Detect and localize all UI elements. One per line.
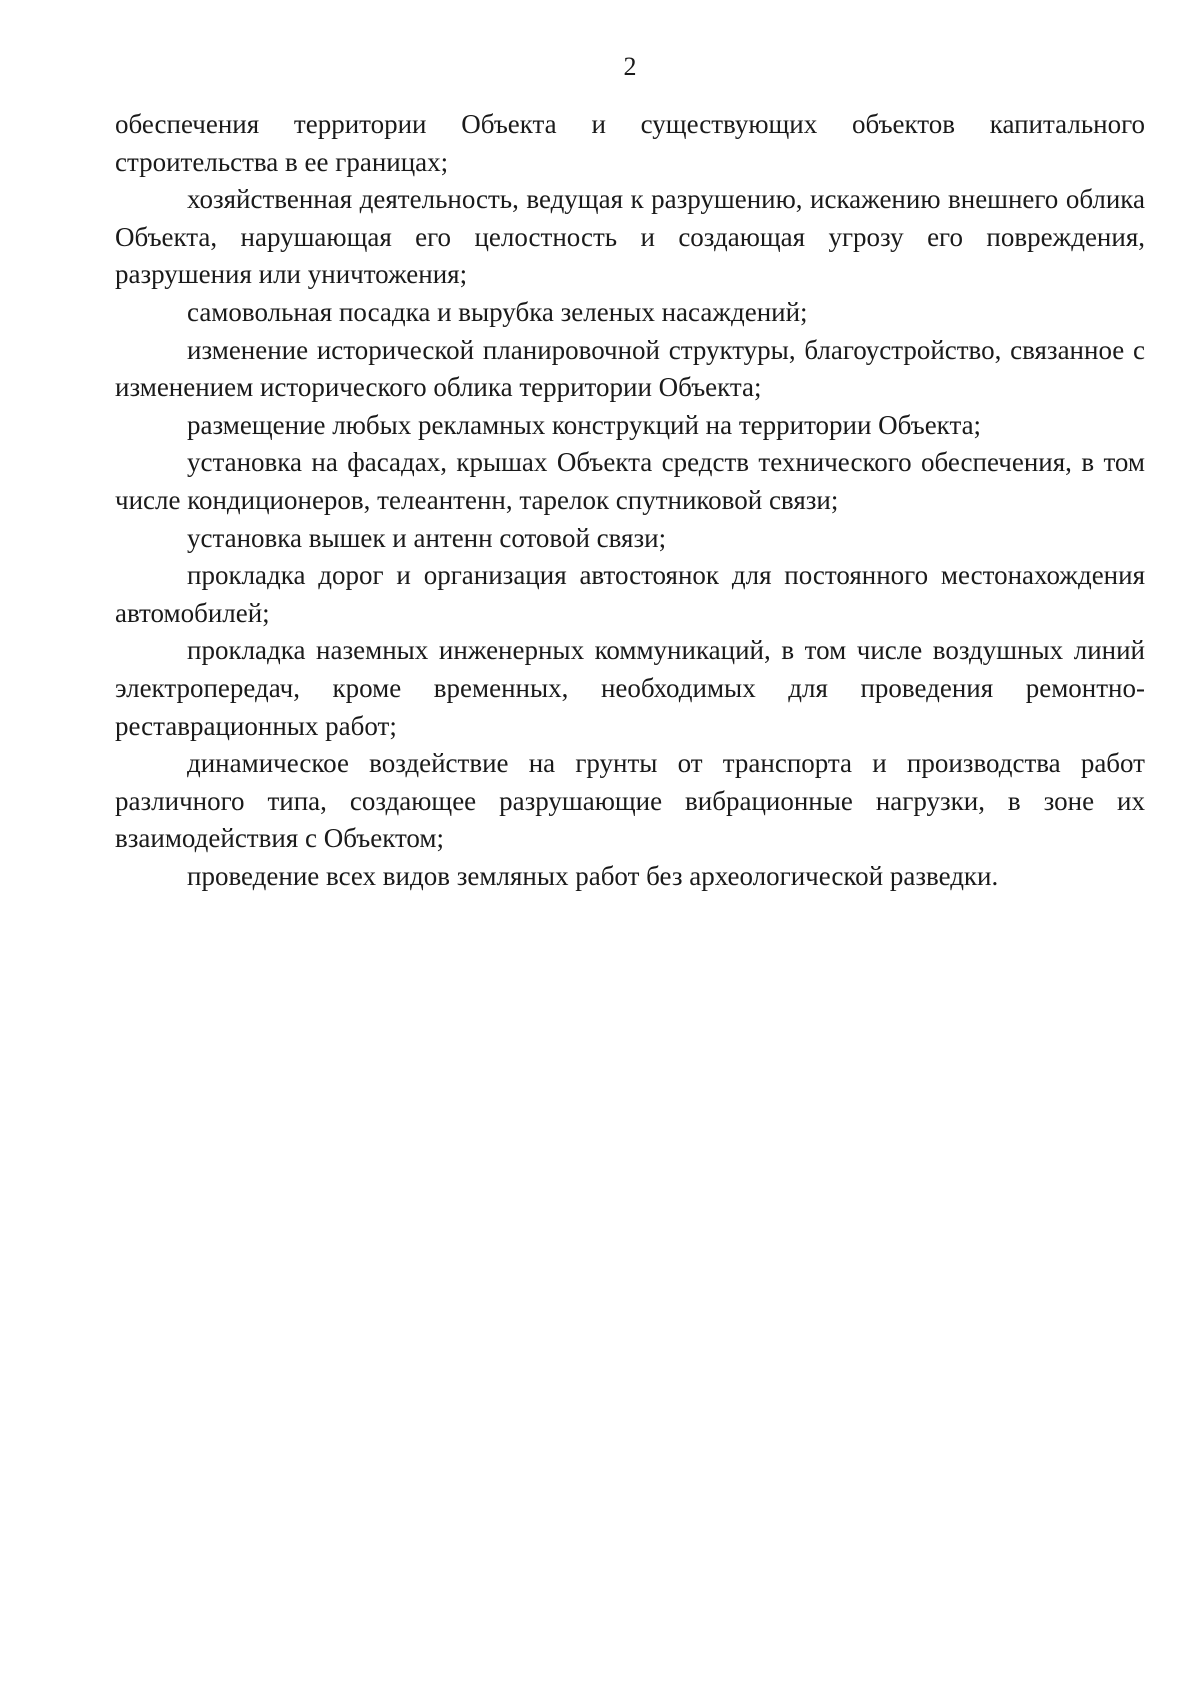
paragraph: динамическое воздействие на грунты от транспорта и производства работ различного типа, создающее разрушающие вибрационные нагрузки, в зоне их взаимодействия с Объектом; — [115, 748, 1145, 854]
paragraph: самовольная посадка и вырубка зеленых насаждений; — [187, 296, 808, 327]
paragraph: размещение любых рекламных конструкций на территории Объекта; — [187, 409, 982, 440]
paragraph: установка на фасадах, крышах Объекта средств технического обеспечения, в том числе кондиционеров, телеантенн, тарелок спутниковой связи; — [115, 447, 1145, 515]
paragraph: установка вышек и антенн сотовой связи; — [187, 522, 667, 553]
paragraph: проведение всех видов земляных работ без археологической разведки. — [187, 860, 999, 891]
paragraph: хозяйственная деятельность, ведущая к разрушению, искажению внешнего облика Объекта, нарушающая его целостность и создающая угрозу его повреждения, разрушения или уничтожения; — [115, 184, 1145, 290]
paragraph: изменение исторической планировочной структуры, благоустройство, связанное с изменением исторического облика территории Объекта; — [115, 334, 1145, 403]
page-number: 2 — [623, 52, 637, 81]
document-body — [115, 106, 1145, 895]
paragraph: прокладка дорог и организация автостоянок для постоянного местонахождения автомобилей; — [115, 560, 1145, 628]
paragraph: прокладка наземных инженерных коммуникаций, в том числе воздушных линий электропередач, кроме временных, необходимых для проведения ремонтно-реставрационных работ; — [115, 635, 1145, 741]
paragraph: обеспечения территории Объекта и существующих объектов капитального строительства в ее границах; — [115, 109, 1145, 177]
